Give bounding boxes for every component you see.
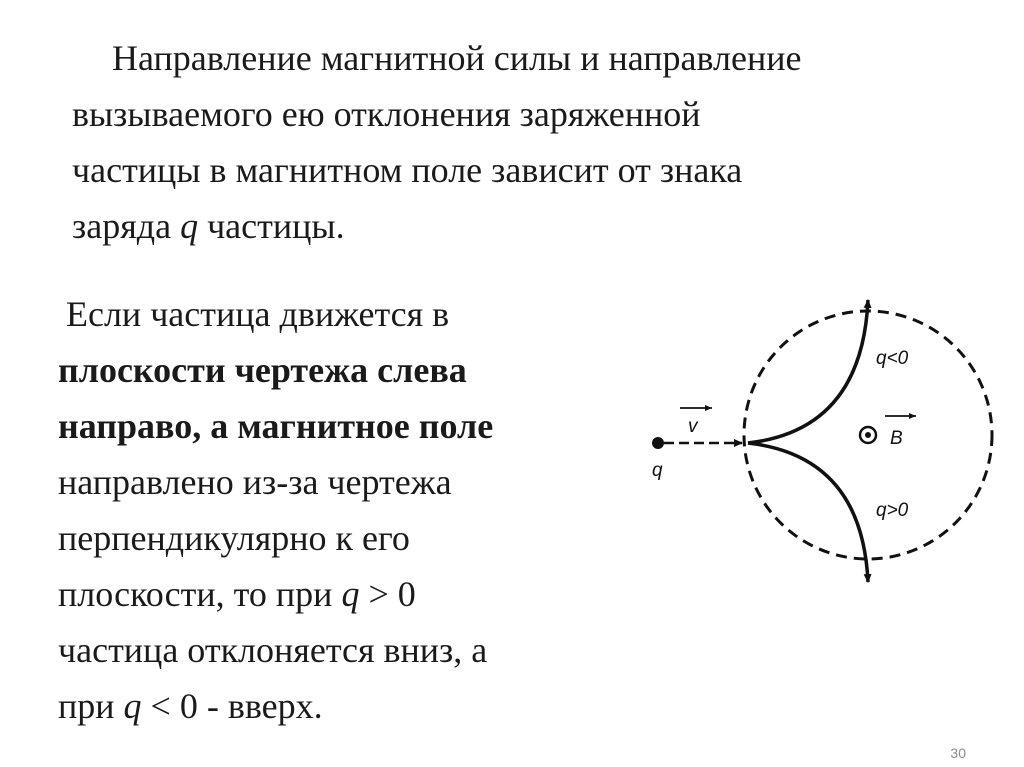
explanation-line-8-start: при: [58, 686, 124, 726]
trajectory-q-positive: [748, 443, 868, 582]
intro-paragraph: [72, 30, 992, 254]
explanation-line-6: [58, 566, 628, 622]
intro-line-4-end: частицы.: [198, 206, 345, 246]
explanation-line-3: направо, а магнитное поле: [58, 406, 494, 446]
explanation-line-7: частица отклоняется вниз, а: [58, 630, 488, 670]
page-number: 30: [950, 745, 966, 761]
explanation-line-8: [58, 678, 628, 734]
q-positive-label: q>0: [876, 500, 909, 521]
intro-line-3: частицы в магнитном поле зависит от знака: [72, 150, 743, 190]
explanation-line-4: направлено из-за чертежа: [58, 462, 452, 502]
velocity-label: v: [688, 416, 698, 437]
explanation-line-2: плоскости чертежа слева: [58, 350, 467, 390]
intro-line-4-start: заряда: [72, 206, 181, 246]
field-label: B: [890, 428, 903, 449]
explanation-line-1: Если частица движется в: [66, 294, 450, 334]
field-b-dot: [865, 432, 871, 438]
charge-symbol: q: [180, 206, 199, 246]
intro-line-4: [72, 198, 992, 254]
intro-line-1: Направление магнитной силы и направление: [112, 38, 802, 78]
q-negative-label: q<0: [876, 348, 909, 369]
explanation-line-6-end: > 0: [359, 574, 416, 614]
explanation-paragraph: [58, 286, 628, 734]
charge-label: q: [652, 460, 663, 481]
charge-symbol: q: [123, 686, 142, 726]
charge-symbol: q: [341, 574, 360, 614]
trajectory-q-negative: [748, 300, 868, 443]
explanation-line-8-end: < 0 - вверх.: [141, 686, 323, 726]
explanation-line-5: перпендикулярно к его: [58, 518, 410, 558]
explanation-line-6-start: плоскости, то при: [58, 574, 342, 614]
particle-dot: [652, 437, 664, 449]
magnetic-deflection-diagram: [640, 280, 1010, 600]
intro-line-2: вызываемого ею отклонения заряженной: [72, 94, 701, 134]
